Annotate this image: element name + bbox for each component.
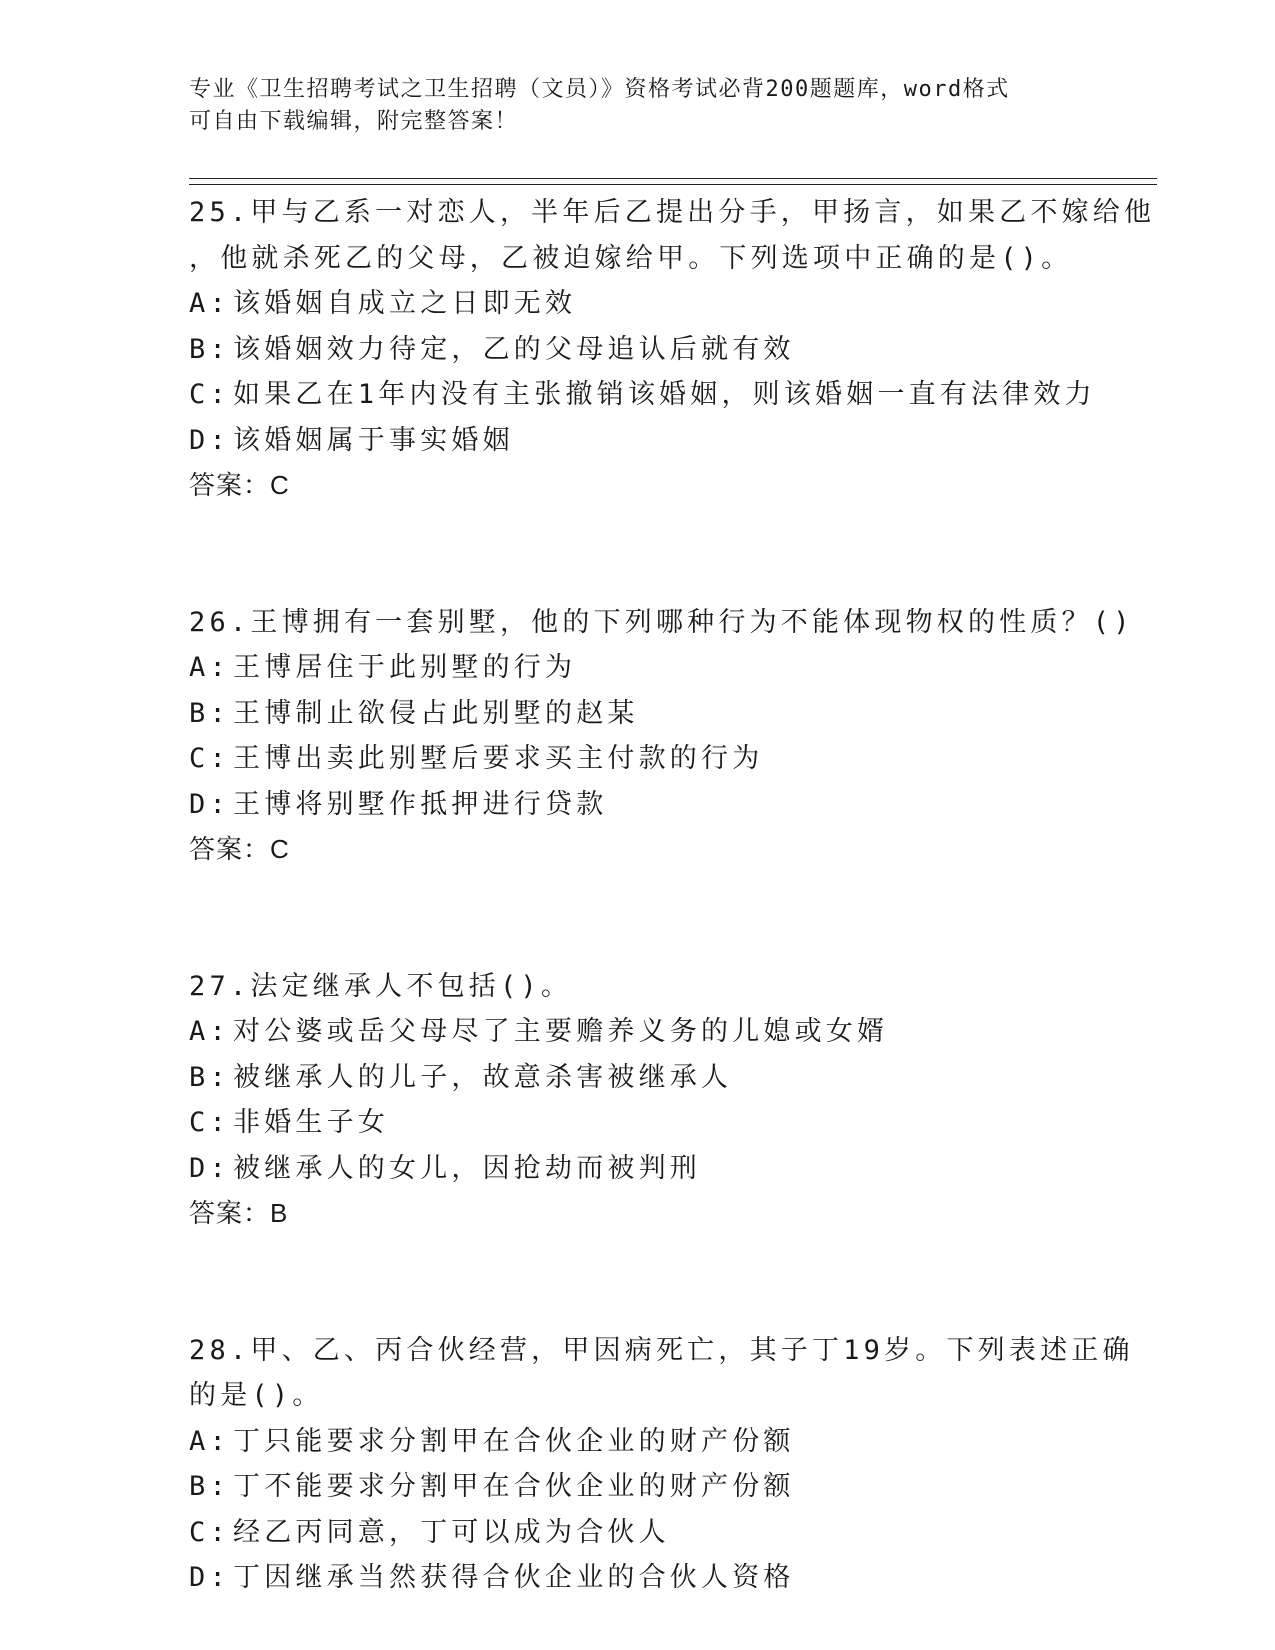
option-letter: A: (189, 1016, 230, 1047)
option-d (189, 782, 1089, 828)
question-27 (189, 964, 1089, 1237)
answer-label: 答案：C (189, 834, 290, 864)
option-text: 对公婆或岳父母尽了主要赡养义务的儿媳或女婿 (233, 1016, 889, 1047)
option-text: 该婚姻自成立之日即无效 (233, 288, 577, 319)
option-letter: B: (189, 1471, 230, 1502)
option-text: 王博将别墅作抵押进行贷款 (233, 788, 608, 820)
option-letter: C: (189, 743, 230, 774)
option-text: 丁因继承当然获得合伙企业的合伙人资格 (233, 1562, 795, 1593)
option-a (189, 281, 1089, 327)
question-stem-line: ，他就杀死乙的父母，乙被迫嫁给甲。下列选项中正确的是()。 (189, 242, 1073, 274)
option-b (189, 327, 1089, 373)
option-text: 该婚姻属于事实婚姻 (233, 424, 514, 456)
option-b (189, 1464, 1089, 1510)
option-letter: A: (189, 652, 230, 683)
header-line-1: 专业《卫生招聘考试之卫生招聘（文员）》资格考试必背200题题库，word格式 (189, 77, 1010, 102)
option-text: 丁不能要求分割甲在合伙企业的财产份额 (233, 1471, 795, 1502)
option-b (189, 1055, 1089, 1101)
option-letter: C: (189, 1107, 230, 1138)
answer-label: 答案：C (189, 470, 290, 500)
question-stem-line: 的是()。 (189, 1380, 324, 1411)
option-letter: D: (189, 1152, 230, 1184)
question-25 (189, 190, 1156, 509)
question-spacer (189, 509, 1089, 600)
question-28 (189, 1328, 1134, 1601)
answer-label: 答案：B (189, 1198, 289, 1228)
option-text: 王博制止欲侵占此别墅的赵某 (233, 697, 639, 729)
option-letter: D: (189, 1562, 230, 1593)
option-a (189, 1419, 1089, 1465)
option-letter: A: (189, 288, 230, 319)
option-letter: B: (189, 697, 230, 729)
option-d (189, 418, 1089, 464)
option-letter: D: (189, 788, 230, 820)
option-c (189, 372, 1096, 418)
header-rule-top (189, 178, 1157, 179)
option-text: 王博居住于此别墅的行为 (233, 652, 577, 683)
option-text: 被继承人的女儿，因抢劫而被判刑 (233, 1152, 701, 1184)
option-letter: B: (189, 333, 230, 365)
option-d (189, 1555, 1089, 1601)
option-letter: A: (189, 1425, 230, 1457)
option-b (189, 691, 1089, 737)
option-a (189, 645, 1089, 691)
question-stem-line: 26.王博拥有一套别墅，他的下列哪种行为不能体现物权的性质？() (189, 606, 1134, 638)
option-a (189, 1009, 1089, 1055)
question-spacer (189, 873, 1089, 964)
header-line-2: 可自由下载编辑，附完整答案！ (189, 109, 519, 134)
option-text: 非婚生子女 (233, 1107, 389, 1138)
option-letter: B: (189, 1061, 230, 1093)
option-text: 王博出卖此别墅后要求买主付款的行为 (233, 743, 764, 774)
option-text: 丁只能要求分割甲在合伙企业的财产份额 (233, 1425, 795, 1457)
option-text: 被继承人的儿子，故意杀害被继承人 (233, 1061, 733, 1093)
option-d (189, 1146, 1089, 1192)
question-spacer (189, 1237, 1089, 1328)
question-stem-line: 27.法定继承人不包括()。 (189, 970, 573, 1002)
option-letter: D: (189, 424, 230, 456)
document-header (189, 74, 1069, 138)
question-stem-line: 28.甲、乙、丙合伙经营，甲因病死亡，其子丁19岁。下列表述正确 (189, 1334, 1134, 1366)
question-stem-line: 25.甲与乙系一对恋人，半年后乙提出分手，甲扬言，如果乙不嫁给他 (189, 197, 1156, 228)
header-rule-bottom (189, 184, 1157, 185)
question-26 (189, 600, 1134, 873)
option-c (189, 736, 1089, 782)
option-text: 如果乙在1年内没有主张撤销该婚姻，则该婚姻一直有法律效力 (233, 379, 1096, 410)
option-letter: C: (189, 379, 230, 410)
option-text: 该婚姻效力待定，乙的父母追认后就有效 (233, 333, 795, 365)
option-c (189, 1510, 1089, 1556)
option-c (189, 1100, 1089, 1146)
question-list (189, 190, 1156, 1601)
option-text: 经乙丙同意，丁可以成为合伙人 (233, 1516, 670, 1548)
option-letter: C: (189, 1516, 230, 1548)
